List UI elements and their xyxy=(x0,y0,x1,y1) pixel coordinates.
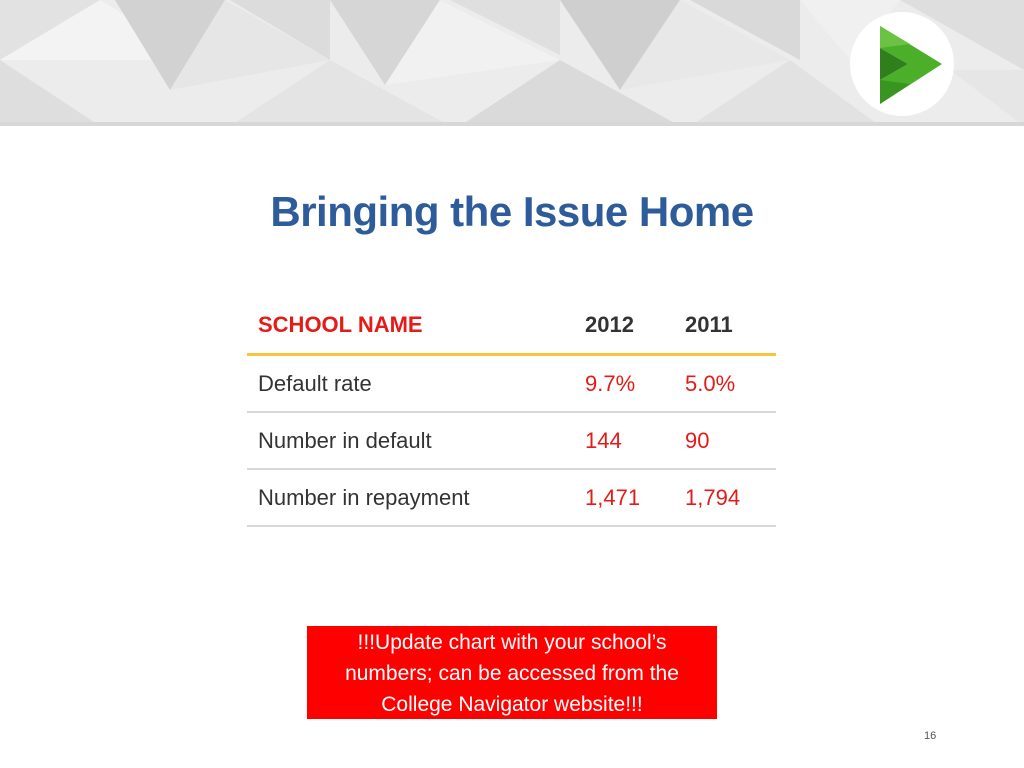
table-header-row xyxy=(247,296,776,356)
header-year-2012: 2012 xyxy=(585,311,634,337)
table-row xyxy=(247,356,776,413)
note-line: !!!Update chart with your school’s xyxy=(357,631,667,654)
banner-divider xyxy=(0,122,1024,126)
row-label: Default rate xyxy=(258,370,372,396)
update-reminder-note xyxy=(307,626,717,719)
school-data-table xyxy=(247,296,776,527)
header-school-name: SCHOOL NAME xyxy=(258,311,423,337)
value-2012: 1,471 xyxy=(585,484,641,510)
row-label: Number in repayment xyxy=(258,484,470,510)
value-2012: 9.7% xyxy=(585,370,636,396)
value-2011: 1,794 xyxy=(685,484,741,510)
row-label: Number in default xyxy=(258,427,432,453)
value-2011: 5.0% xyxy=(685,370,736,396)
note-line: numbers; can be accessed from the xyxy=(345,662,679,685)
header-year-2011: 2011 xyxy=(685,311,733,337)
note-line: College Navigator website!!! xyxy=(381,693,643,716)
slide-title: Bringing the Issue Home xyxy=(270,188,754,235)
table-row xyxy=(247,413,776,470)
logo xyxy=(850,12,954,116)
value-2011: 90 xyxy=(685,427,710,453)
value-2012: 144 xyxy=(585,427,622,453)
green-chevron-logo-icon xyxy=(850,12,954,116)
page-number: 16 xyxy=(924,730,937,742)
table-row xyxy=(247,470,776,527)
